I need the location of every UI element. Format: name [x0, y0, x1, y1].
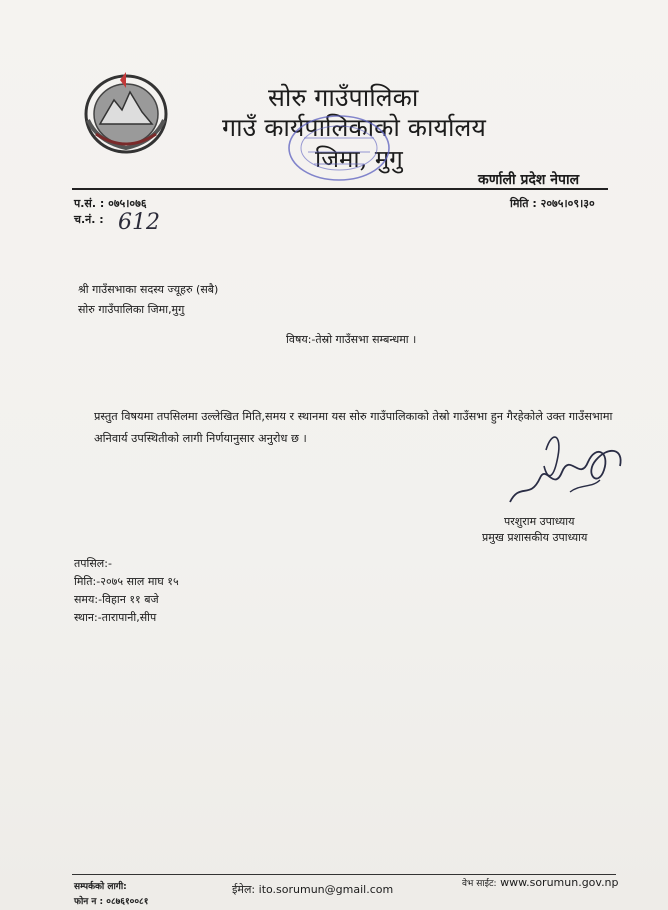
- addressee-line-2: सोरु गाउँपालिका जिमा,मुगु: [78, 303, 185, 316]
- subject-line: विषय:-तेस्रो गाउँसभा सम्बन्धमा ।: [286, 333, 417, 346]
- nepal-emblem-icon: [78, 70, 174, 156]
- footer-divider: [72, 874, 616, 875]
- website-label: वेभ साईट:: [462, 879, 497, 889]
- website-url: www.sorumun.gov.np: [500, 876, 619, 889]
- email-address: ईमेल: ito.sorumun@gmail.com: [232, 883, 394, 896]
- contact-label: सम्पर्कको लागी:: [74, 882, 127, 892]
- schedule-date: मिति:-२०७५ साल माघ १५: [74, 575, 179, 588]
- chalani-label: च.नं. :: [74, 213, 104, 226]
- office-name: गाउँ कार्यपालिकाको कार्यालय: [222, 113, 486, 142]
- schedule-heading: तपसिल:-: [74, 557, 112, 570]
- reference-number: प.सं. : ०७५।०७६: [74, 197, 147, 210]
- province-label: कर्णाली प्रदेश नेपाल: [478, 172, 580, 188]
- signatory-name: परशुराम उपाध्याय: [504, 515, 575, 528]
- schedule-time: समय:-विहान ११ बजे: [74, 593, 159, 606]
- letterhead-divider: [72, 188, 608, 190]
- org-name: सोरु गाउँपालिका: [268, 83, 419, 112]
- letter-date: मिति : २०७५।०९।३०: [510, 197, 595, 210]
- schedule-place: स्थान:-तारापानी,सीप: [74, 611, 157, 624]
- office-location: जिमा, मुगु: [315, 145, 403, 173]
- office-stamp-icon: [284, 108, 394, 188]
- signature-icon: [500, 422, 630, 514]
- letter-body: प्रस्तुत विषयमा तपसिलमा उल्लेखित मिति,समय र स्थानमा यस सोरु गाउँपालिकाको तेस्रो गाउँसभा हुन गैरहेकोले उक्त गाउँसभामा अनिवार्य उपस्थितीको लागी निर्णयानुसार अनुरोध छ ।: [94, 410, 613, 445]
- addressee-line-1: श्री गाउँसभाका सदस्य ज्यूहरु (सबै): [78, 283, 219, 296]
- website: [462, 876, 619, 889]
- signatory-title: प्रमुख प्रशासकीय उपाध्याय: [482, 531, 588, 544]
- chalani-number: 612: [118, 210, 160, 235]
- phone-number: फोन न : ०८७६१००८१: [74, 897, 149, 907]
